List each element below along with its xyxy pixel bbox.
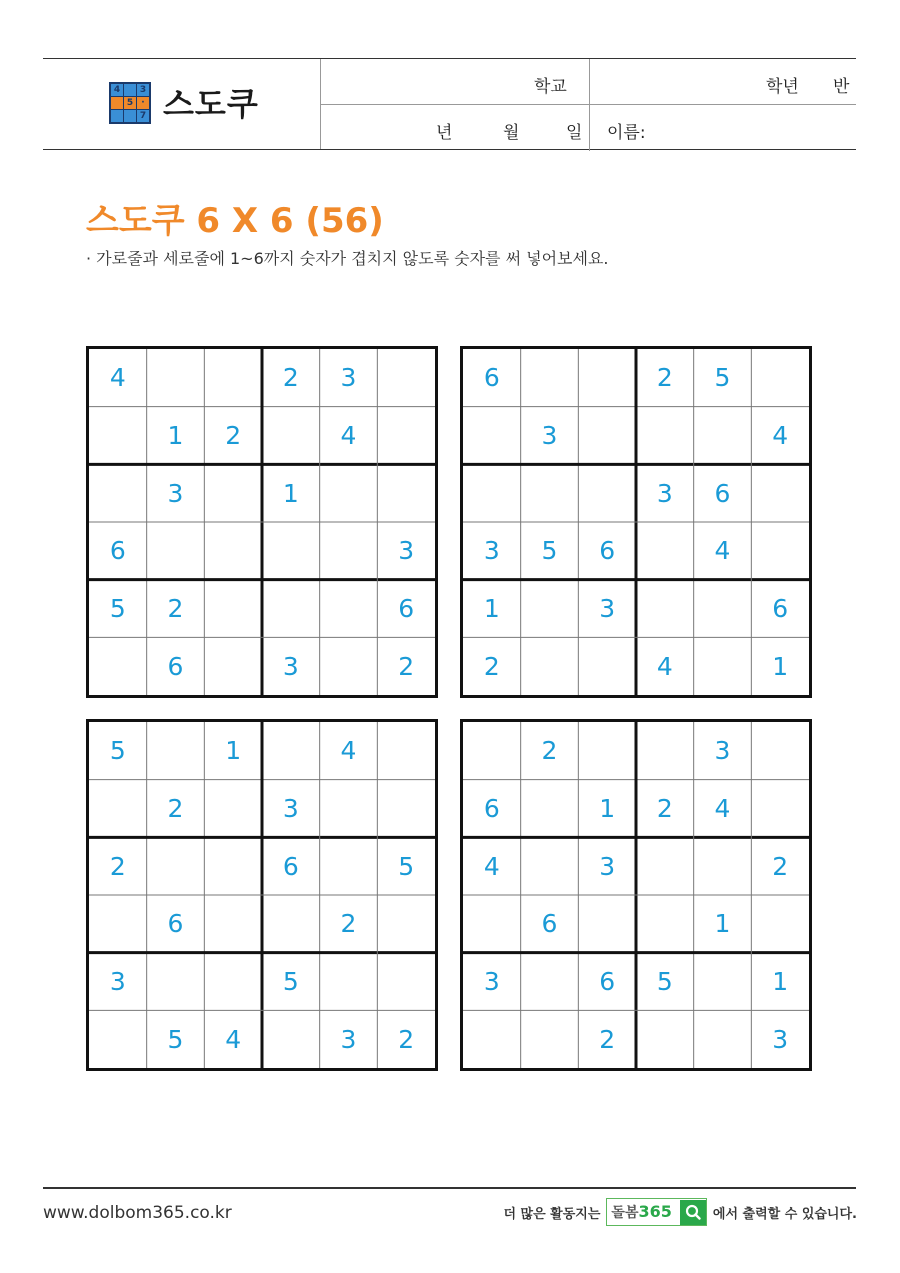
sudoku-cell[interactable] (377, 953, 435, 1011)
sudoku-cell[interactable]: 1 (599, 793, 616, 823)
sudoku-cell[interactable]: 1 (772, 651, 789, 681)
sudoku-cell[interactable] (521, 637, 579, 695)
sudoku-cell[interactable]: 6 (398, 593, 415, 623)
sudoku-cell[interactable] (147, 722, 205, 780)
sudoku-cell[interactable]: 2 (541, 736, 558, 766)
sudoku-cell[interactable]: 3 (483, 966, 500, 996)
sudoku-cell[interactable]: 5 (282, 966, 299, 996)
sudoku-cell[interactable]: 3 (599, 851, 616, 881)
sudoku-cell[interactable] (521, 580, 579, 638)
sudoku-cell[interactable] (377, 349, 435, 407)
sudoku-cell[interactable] (204, 837, 262, 895)
sudoku-grid-4 (460, 719, 812, 1071)
sudoku-cell[interactable]: 1 (772, 966, 789, 996)
worksheet-header (43, 58, 856, 150)
sudoku-cell[interactable]: 4 (225, 1024, 242, 1054)
logo-cell (43, 59, 321, 149)
sudoku-cell[interactable] (694, 953, 752, 1011)
footer-promo (503, 1198, 857, 1226)
sudoku-cell[interactable] (521, 349, 579, 407)
school-label: 학교 (534, 77, 567, 97)
sudoku-cell[interactable]: 4 (772, 420, 789, 450)
sudoku-cell[interactable] (204, 464, 262, 522)
logo-glyph: 5 (124, 97, 136, 109)
sudoku-cell[interactable]: 2 (340, 909, 357, 939)
sudoku-cell[interactable] (694, 580, 752, 638)
sudoku-cell[interactable] (89, 407, 147, 465)
sudoku-cell[interactable] (463, 895, 521, 953)
sudoku-cell[interactable]: 6 (483, 793, 500, 823)
sudoku-cell[interactable] (204, 637, 262, 695)
sudoku-cell[interactable] (578, 349, 636, 407)
sudoku-cell[interactable] (463, 464, 521, 522)
sudoku-cell[interactable]: 5 (714, 363, 731, 393)
sudoku-cell[interactable]: 2 (225, 420, 242, 450)
sudoku-cell[interactable] (578, 464, 636, 522)
sudoku-cell[interactable]: 3 (109, 966, 126, 996)
sudoku-cell[interactable] (521, 780, 579, 838)
sudoku-cell[interactable] (636, 837, 694, 895)
sudoku-cell[interactable]: 3 (282, 793, 299, 823)
sudoku-cell[interactable] (751, 349, 809, 407)
sudoku-cell[interactable] (694, 637, 752, 695)
sudoku-cell[interactable] (578, 637, 636, 695)
sudoku-cell[interactable] (636, 722, 694, 780)
sudoku-cell[interactable]: 2 (656, 793, 673, 823)
sudoku-cell[interactable] (262, 895, 320, 953)
sudoku-cell[interactable]: 6 (483, 363, 500, 393)
sudoku-cell[interactable]: 2 (398, 1024, 415, 1054)
sudoku-grid-1 (86, 346, 438, 698)
sudoku-cell[interactable] (320, 522, 378, 580)
sudoku-cell[interactable]: 4 (656, 651, 673, 681)
sudoku-cell[interactable] (204, 522, 262, 580)
header-row-date (321, 105, 856, 151)
sudoku-cell[interactable] (262, 1010, 320, 1068)
logo-glyph: · (137, 97, 149, 109)
sudoku-cell[interactable]: 4 (109, 363, 126, 393)
logo-glyph: 7 (137, 110, 149, 122)
sudoku-cell[interactable]: 6 (167, 651, 184, 681)
sudoku-cell[interactable] (89, 780, 147, 838)
sudoku-cell[interactable]: 6 (541, 909, 558, 939)
sudoku-cell[interactable] (89, 464, 147, 522)
sudoku-cell[interactable] (320, 953, 378, 1011)
footer-suffix: 에서 출력할 수 있습니다. (712, 1206, 857, 1222)
sudoku-cell[interactable] (89, 637, 147, 695)
sudoku-cell[interactable] (204, 895, 262, 953)
day-label: 일 (566, 123, 583, 143)
site-url[interactable]: www.dolbom365.co.kr (43, 1203, 232, 1223)
brand-number: 365 (638, 1202, 672, 1221)
sudoku-cell[interactable] (751, 464, 809, 522)
sudoku-cell[interactable] (636, 522, 694, 580)
sudoku-cell[interactable]: 4 (340, 736, 357, 766)
sudoku-cell[interactable] (320, 837, 378, 895)
month-label: 월 (503, 123, 520, 143)
sudoku-cell[interactable] (320, 464, 378, 522)
sudoku-cell[interactable] (636, 580, 694, 638)
class-label: 반 (833, 77, 850, 97)
sudoku-cell[interactable]: 6 (167, 909, 184, 939)
sudoku-cell[interactable] (204, 780, 262, 838)
sudoku-cell[interactable] (262, 407, 320, 465)
logo-glyph: 3 (137, 84, 149, 96)
sudoku-cell[interactable]: 3 (656, 478, 673, 508)
sudoku-cell[interactable] (147, 349, 205, 407)
sudoku-cell[interactable] (636, 1010, 694, 1068)
sudoku-cell[interactable]: 5 (167, 1024, 184, 1054)
sudoku-cell[interactable]: 6 (282, 851, 299, 881)
sudoku-cell[interactable] (377, 895, 435, 953)
sudoku-cell[interactable]: 6 (772, 593, 789, 623)
sudoku-cell[interactable]: 4 (340, 420, 357, 450)
sudoku-cell[interactable] (377, 464, 435, 522)
sudoku-cell[interactable]: 3 (398, 536, 415, 566)
sudoku-cell[interactable] (694, 1010, 752, 1068)
sudoku-cell[interactable] (578, 722, 636, 780)
sudoku-cell[interactable]: 2 (656, 363, 673, 393)
sudoku-grid-2 (460, 346, 812, 698)
sudoku-cell[interactable]: 4 (483, 851, 500, 881)
sudoku-cell[interactable] (694, 837, 752, 895)
sudoku-cell[interactable] (463, 407, 521, 465)
sudoku-cell[interactable]: 5 (109, 736, 126, 766)
footer-divider (43, 1187, 856, 1189)
brand-name: 돌봄 (611, 1205, 639, 1221)
sudoku-cell[interactable] (694, 407, 752, 465)
sudoku-cell[interactable]: 3 (541, 420, 558, 450)
sudoku-grid-3 (86, 719, 438, 1071)
instruction-text: · 가로줄과 세로줄에 1~6까지 숫자가 겹치지 않도록 숫자를 써 넣어보세요. (86, 249, 609, 268)
sudoku-cell[interactable] (578, 407, 636, 465)
sudoku-cell[interactable] (89, 895, 147, 953)
sudoku-cell[interactable] (636, 895, 694, 953)
sudoku-cell[interactable] (521, 953, 579, 1011)
sudoku-cell[interactable] (320, 780, 378, 838)
sudoku-cell[interactable] (262, 722, 320, 780)
sudoku-cell[interactable] (751, 522, 809, 580)
sudoku-cell[interactable]: 6 (599, 966, 616, 996)
sudoku-cell[interactable]: 6 (714, 478, 731, 508)
sudoku-cell[interactable]: 4 (714, 536, 731, 566)
sudoku-cell[interactable] (636, 407, 694, 465)
sudoku-cell[interactable] (377, 780, 435, 838)
sudoku-cell[interactable]: 2 (772, 851, 789, 881)
sudoku-cell[interactable] (377, 722, 435, 780)
sudoku-logo-icon (109, 82, 151, 124)
sudoku-cell[interactable] (463, 722, 521, 780)
sudoku-cell[interactable]: 1 (167, 420, 184, 450)
sudoku-cell[interactable]: 5 (398, 851, 415, 881)
sudoku-cell[interactable] (204, 953, 262, 1011)
sudoku-cell[interactable] (320, 580, 378, 638)
sudoku-cell[interactable]: 5 (541, 536, 558, 566)
sudoku-cell[interactable]: 6 (599, 536, 616, 566)
header-row-school (321, 59, 856, 105)
sudoku-cell[interactable]: 3 (340, 1024, 357, 1054)
sudoku-cell[interactable]: 6 (109, 536, 126, 566)
sudoku-cell[interactable] (463, 1010, 521, 1068)
year-label: 년 (436, 123, 453, 143)
sudoku-cell[interactable]: 3 (714, 736, 731, 766)
name-label: 이름: (607, 123, 646, 143)
search-icon[interactable] (680, 1200, 706, 1225)
sudoku-cell[interactable] (521, 464, 579, 522)
sudoku-cell[interactable] (262, 522, 320, 580)
sudoku-cell[interactable] (262, 580, 320, 638)
sudoku-cell[interactable] (204, 349, 262, 407)
grade-label: 학년 (766, 77, 799, 97)
sudoku-cell[interactable] (147, 837, 205, 895)
sudoku-cell[interactable] (377, 407, 435, 465)
sudoku-cell[interactable] (521, 837, 579, 895)
sudoku-cell[interactable]: 3 (772, 1024, 789, 1054)
sudoku-cell[interactable]: 2 (483, 651, 500, 681)
sudoku-cell[interactable]: 3 (282, 651, 299, 681)
sudoku-cell[interactable] (578, 895, 636, 953)
sudoku-cell[interactable]: 3 (340, 363, 357, 393)
logo-glyph: 4 (111, 84, 123, 96)
sudoku-cell[interactable]: 1 (483, 593, 500, 623)
logo-text: 스도쿠 (163, 85, 259, 123)
sudoku-cell[interactable] (204, 580, 262, 638)
sudoku-cell[interactable]: 2 (398, 651, 415, 681)
sudoku-cell[interactable] (147, 953, 205, 1011)
brand-search-box[interactable] (606, 1198, 706, 1226)
sudoku-cell[interactable]: 2 (282, 363, 299, 393)
sudoku-cell[interactable]: 1 (714, 909, 731, 939)
sudoku-cell[interactable]: 5 (656, 966, 673, 996)
sudoku-cell[interactable]: 1 (282, 478, 299, 508)
sudoku-cell[interactable]: 2 (109, 851, 126, 881)
sudoku-cell[interactable]: 2 (167, 793, 184, 823)
sudoku-cell[interactable] (521, 1010, 579, 1068)
sudoku-cell[interactable]: 4 (714, 793, 731, 823)
sudoku-cell[interactable] (89, 1010, 147, 1068)
sudoku-cell[interactable]: 3 (167, 478, 184, 508)
sudoku-cell[interactable]: 1 (225, 736, 242, 766)
sudoku-cell[interactable]: 3 (599, 593, 616, 623)
page-title: 스도쿠 6 X 6 (56) (86, 201, 384, 241)
sudoku-cell[interactable]: 2 (599, 1024, 616, 1054)
sudoku-cell[interactable]: 5 (109, 593, 126, 623)
sudoku-cell[interactable]: 3 (483, 536, 500, 566)
footer-prefix: 더 많은 활동지는 (503, 1206, 601, 1222)
sudoku-cell[interactable] (320, 637, 378, 695)
sudoku-cell[interactable] (751, 780, 809, 838)
sudoku-cell[interactable] (147, 522, 205, 580)
sudoku-cell[interactable]: 2 (167, 593, 184, 623)
sudoku-cell[interactable] (751, 722, 809, 780)
sudoku-cell[interactable] (751, 895, 809, 953)
